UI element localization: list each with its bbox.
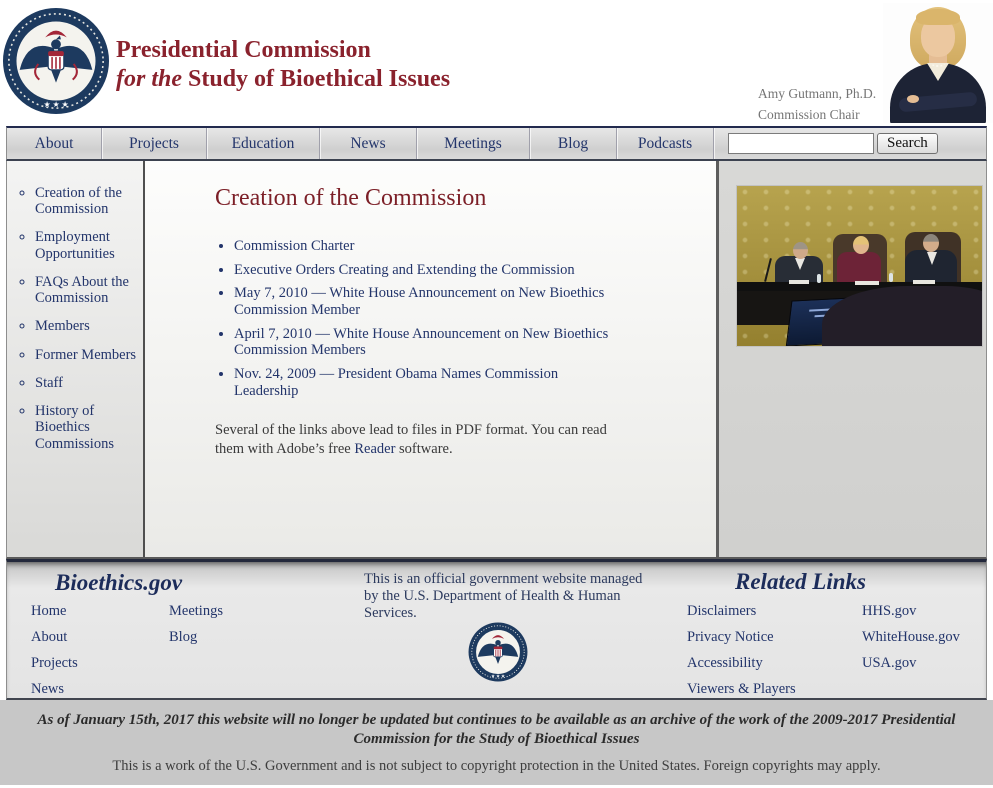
sidebar-item-members[interactable]: ◦ Members — [35, 318, 139, 334]
meeting-photo — [736, 185, 983, 347]
footer-link-privacy[interactable]: Privacy Notice — [687, 629, 774, 645]
chair-title: Commission Chair — [758, 106, 860, 122]
pdf-note: Several of the links above lead to files in PDF format. You can read them with Adobe’s free Reader software. — [215, 422, 607, 457]
footer-link-usa[interactable]: USA.gov — [862, 655, 917, 671]
right-column — [716, 161, 986, 557]
footer-link-blog[interactable]: Blog — [169, 629, 198, 645]
footer-links-col2 — [169, 603, 223, 655]
nav-item-meetings[interactable]: Meetings — [417, 128, 530, 159]
site-title-line1: Presidential Commission — [116, 37, 371, 63]
footer-link-meetings[interactable]: Meetings — [169, 603, 223, 619]
related-links-col1 — [687, 603, 796, 707]
sidebar-item-faqs[interactable]: ◦ FAQs About the Commission — [35, 274, 139, 306]
content-area — [6, 161, 987, 559]
sidebar-item-staff[interactable]: ◦ Staff — [35, 375, 139, 391]
nav-item-education[interactable]: Education — [207, 128, 320, 159]
related-links-col2 — [862, 603, 960, 681]
footer-link-projects[interactable]: Projects — [31, 655, 78, 671]
link-may-2010-announcement[interactable]: • May 7, 2010 — White House Announcement on New Bioethics Commission Member — [234, 285, 626, 318]
nav-item-projects[interactable]: Projects — [102, 128, 207, 159]
commission-seal-icon — [2, 7, 110, 115]
link-executive-orders[interactable]: • Executive Orders Creating and Extending the Commission — [234, 262, 626, 279]
link-nov-2009-leadership[interactable]: • Nov. 24, 2009 — President Obama Names Commission Leadership — [234, 366, 626, 399]
archive-notice: As of January 15th, 2017 this website will no longer be updated but continues to be available as an archive of the work of the 2009-2017 Presidential Commission for the Study of Bioethical Issues — [37, 712, 956, 747]
sidebar — [7, 161, 145, 557]
search-input[interactable] — [728, 133, 874, 154]
footer-site-title: Bioethics.gov — [55, 570, 183, 595]
main-link-list — [215, 238, 626, 399]
search-area — [728, 133, 938, 154]
site-title-line2: for the Study of Bioethical Issues — [116, 65, 451, 92]
link-april-2010-announcement[interactable]: • April 7, 2010 — White House Announcement on New Bioethics Commission Members — [234, 326, 626, 359]
adobe-reader-link[interactable]: Reader — [354, 440, 396, 457]
footer-seal-icon — [468, 622, 528, 682]
link-commission-charter[interactable]: • Commission Charter — [234, 238, 626, 255]
footer-link-whitehouse[interactable]: WhiteHouse.gov — [862, 629, 960, 645]
sidebar-item-history[interactable]: ◦ History of Bioethics Commissions — [35, 403, 139, 452]
main-nav — [6, 126, 987, 161]
chair-name: Amy Gutmann, Ph.D. — [758, 86, 877, 101]
search-button[interactable]: Search — [877, 133, 938, 154]
related-links-title: Related Links — [735, 569, 866, 594]
main-content — [145, 161, 716, 557]
site-title — [116, 36, 450, 94]
copyright-notice: This is a work of the U.S. Government and is not subject to copyright protection in the United States. Foreign copyrights may apply. — [112, 757, 881, 774]
footer-link-home[interactable]: Home — [31, 603, 67, 619]
svg-text:★ ★ ★: ★ ★ ★ — [43, 100, 69, 110]
sidebar-list — [7, 185, 139, 452]
footer-links-col1 — [31, 603, 78, 707]
site-footer — [6, 559, 987, 700]
nav-item-news[interactable]: News — [320, 128, 417, 159]
nav-item-blog[interactable]: Blog — [530, 128, 617, 159]
chair-photo — [883, 3, 993, 123]
official-statement: This is an official government website managed by the U.S. Department of Health & Human Services. — [364, 571, 643, 622]
sidebar-item-former-members[interactable]: ◦ Former Members — [35, 347, 139, 363]
footer-link-viewers[interactable]: Viewers & Players — [687, 681, 796, 697]
chair-caption — [758, 84, 876, 126]
sidebar-item-creation[interactable]: ◦ Creation of the Commission — [35, 185, 139, 217]
footer-link-hhs[interactable]: HHS.gov — [862, 603, 917, 619]
sidebar-item-employment[interactable]: ◦ Employment Opportunities — [35, 229, 139, 261]
nav-item-about[interactable]: About — [7, 128, 102, 159]
footer-link-disclaimers[interactable]: Disclaimers — [687, 603, 757, 619]
site-header — [0, 0, 993, 126]
svg-text:★ ★ ★: ★ ★ ★ — [491, 673, 505, 679]
nav-item-podcasts[interactable]: Podcasts — [617, 128, 714, 159]
footer-link-accessibility[interactable]: Accessibility — [687, 655, 763, 671]
page-title: Creation of the Commission — [215, 185, 487, 211]
archive-banner — [0, 700, 993, 785]
footer-link-about[interactable]: About — [31, 629, 68, 645]
footer-link-news[interactable]: News — [31, 681, 65, 697]
